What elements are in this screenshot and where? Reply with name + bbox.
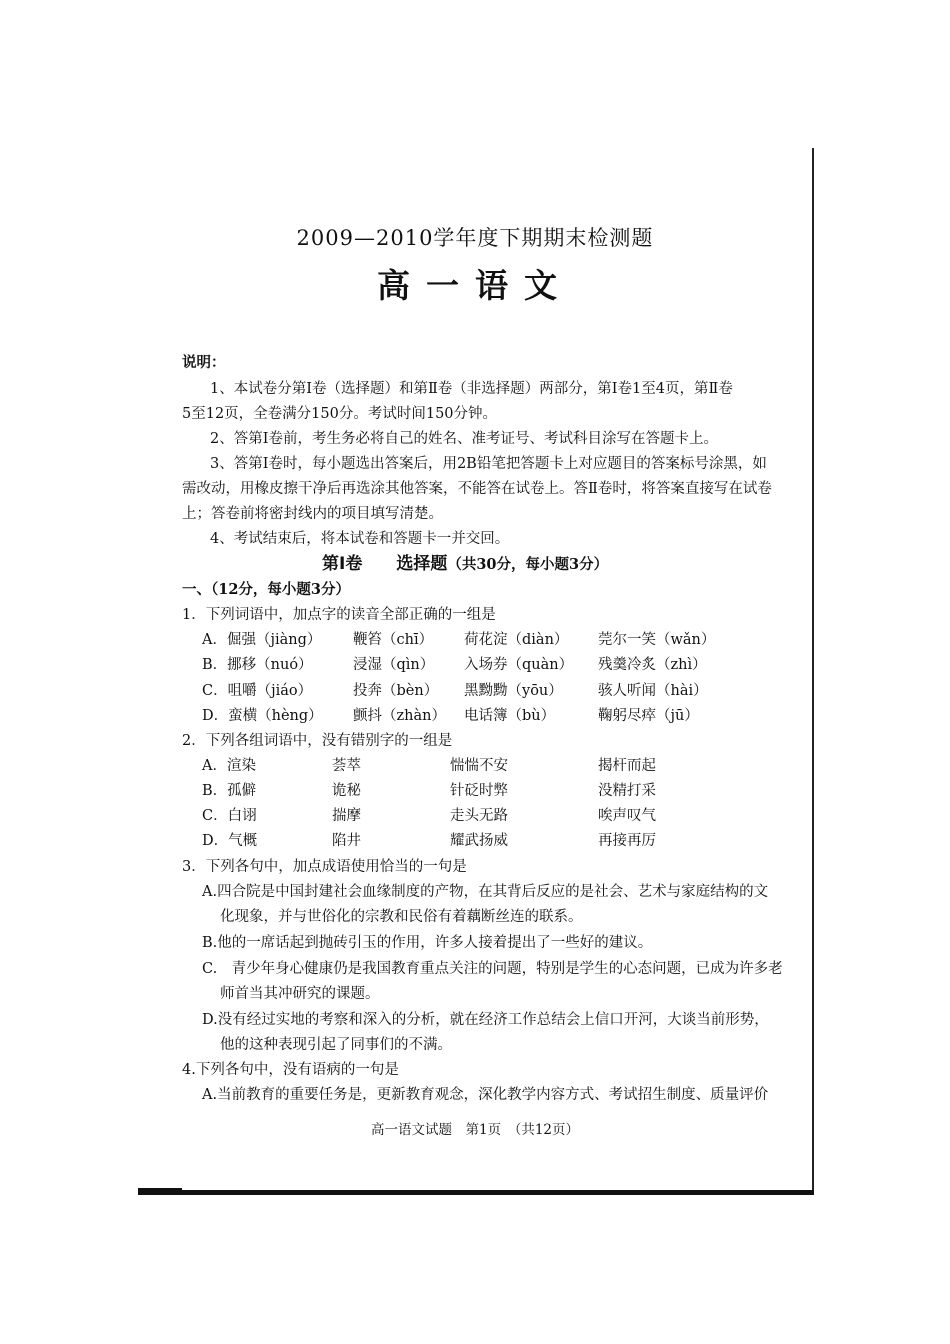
q2-option-a-1: A．渲染 bbox=[202, 758, 256, 774]
subject-title: 高一语文 bbox=[377, 266, 573, 305]
q1-option-a-3: 荷花淀（diàn） bbox=[464, 632, 569, 648]
q1-option-d-4: 鞠躬尽瘁（jū） bbox=[598, 708, 699, 724]
q3-option-c-line-2: 师首当其冲研究的课题。 bbox=[220, 986, 380, 1002]
q3-option-b: B.他的一席话起到抛砖引玉的作用，许多人接着提出了一些好的建议。 bbox=[202, 935, 653, 951]
q2-option-c-4: 唉声叹气 bbox=[598, 808, 656, 824]
question-4-stem: 4.下列各句中，没有语病的一句是 bbox=[182, 1062, 399, 1078]
part-1-heading: 一、（12分，每小题3分） bbox=[182, 581, 351, 598]
q2-option-b-3: 针砭时弊 bbox=[450, 783, 508, 799]
instruction-3-line-3: 上；答卷前将密封线内的项目填写清楚。 bbox=[182, 506, 443, 522]
q2-option-d-4: 再接再厉 bbox=[598, 833, 656, 849]
bottom-rule bbox=[138, 1190, 814, 1195]
q2-option-a-2: 荟萃 bbox=[332, 758, 361, 774]
section-1-note: （共30分，每小题3分） bbox=[447, 556, 609, 573]
instruction-3-line-2: 需改动，用橡皮擦干净后再选涂其他答案，不能答在试卷上。答Ⅱ卷时，将答案直接写在试卷 bbox=[182, 481, 772, 497]
section-1-header bbox=[322, 549, 608, 574]
q1-option-c-1: C．咀嚼（jiáo） bbox=[202, 683, 313, 699]
instructions-heading: 说明： bbox=[182, 354, 226, 371]
q3-option-d-line-2: 他的这种表现引起了同事们的不满。 bbox=[220, 1037, 452, 1053]
q2-option-b-2: 诡秘 bbox=[332, 783, 361, 799]
q1-option-a-1: A．倔强（jiàng） bbox=[202, 632, 322, 648]
q2-option-c-2: 揣摩 bbox=[332, 808, 361, 824]
q1-option-a-2: 鞭笞（chī） bbox=[353, 632, 434, 648]
q2-option-d-2: 陷井 bbox=[332, 833, 361, 849]
q1-option-d-1: D．蛮横（hèng） bbox=[202, 708, 323, 724]
q1-option-b-1: B．挪移（nuó） bbox=[202, 657, 313, 673]
question-2-stem: 2．下列各组词语中，没有错别字的一组是 bbox=[182, 733, 453, 749]
q2-option-c-3: 走头无路 bbox=[450, 808, 508, 824]
exam-title: 2009—2010学年度下期期末检测题 bbox=[296, 226, 654, 250]
page-footer: 高一语文试题 第1页 （共12页） bbox=[370, 1122, 580, 1138]
q2-option-c-1: C．白诩 bbox=[202, 808, 257, 824]
instruction-4: 4、考试结束后，将本试卷和答题卡一并交回。 bbox=[210, 531, 510, 547]
q1-option-c-4: 骇人听闻（hài） bbox=[598, 683, 708, 699]
instruction-1-line-2: 5至12页，全卷满分150分。考试时间150分钟。 bbox=[182, 406, 498, 422]
instruction-2: 2、答第Ⅰ卷前，考生务必将自己的姓名、准考证号、考试科目涂写在答题卡上。 bbox=[210, 431, 718, 447]
q1-option-b-4: 残羹冷炙（zhì） bbox=[598, 657, 707, 673]
instruction-3-line-1: 3、答第Ⅰ卷时，每小题选出答案后，用2B铅笔把答题卡上对应题目的答案标号涂黑，如 bbox=[210, 456, 767, 472]
q3-option-c-line-1: C. 青少年身心健康仍是我国教育重点关注的问题，特别是学生的心态问题，已成为许多老 bbox=[202, 961, 783, 977]
q2-option-a-3: 惴惴不安 bbox=[450, 758, 508, 774]
q4-option-a-line-1: A.当前教育的重要任务是，更新教育观念，深化教学内容方式、考试招生制度、质量评价 bbox=[202, 1087, 769, 1103]
question-1-stem: 1．下列词语中，加点字的读音全部正确的一组是 bbox=[182, 607, 496, 623]
q2-option-d-3: 耀武扬威 bbox=[450, 833, 508, 849]
q3-option-a-line-1: A.四合院是中国封建社会血缘制度的产物，在其背后反应的是社会、艺术与家庭结构的文 bbox=[202, 884, 769, 900]
q2-option-a-4: 揭杆而起 bbox=[598, 758, 656, 774]
q1-option-b-2: 浸湿（qìn） bbox=[353, 657, 435, 673]
q2-option-d-1: D．气概 bbox=[202, 833, 258, 849]
q1-option-c-3: 黑黝黝（yōu） bbox=[464, 683, 563, 699]
q2-option-b-4: 没精打采 bbox=[598, 783, 656, 799]
q1-option-a-4: 莞尔一笑（wǎn） bbox=[598, 632, 716, 648]
question-3-stem: 3．下列各句中，加点成语使用恰当的一句是 bbox=[182, 859, 467, 875]
q2-option-b-1: B．孤僻 bbox=[202, 783, 257, 799]
q1-option-d-3: 电话簿（bù） bbox=[464, 708, 556, 724]
q1-option-c-2: 投奔（bèn） bbox=[353, 683, 439, 699]
q1-option-d-2: 颤抖（zhàn） bbox=[353, 708, 446, 724]
q3-option-a-line-2: 化现象，并与世俗化的宗教和民俗有着藕断丝连的联系。 bbox=[220, 909, 583, 925]
q1-option-b-3: 入场券（quàn） bbox=[464, 657, 574, 673]
section-1-title: 第Ⅰ卷 选择题 bbox=[322, 554, 448, 574]
instruction-1-line-1: 1、本试卷分第Ⅰ卷（选择题）和第Ⅱ卷（非选择题）两部分，第Ⅰ卷1至4页，第Ⅱ卷 bbox=[210, 381, 733, 397]
q3-option-d-line-1: D.没有经过实地的考察和深入的分析，就在经济工作总结会上信口开河，大谈当前形势， bbox=[202, 1012, 769, 1028]
